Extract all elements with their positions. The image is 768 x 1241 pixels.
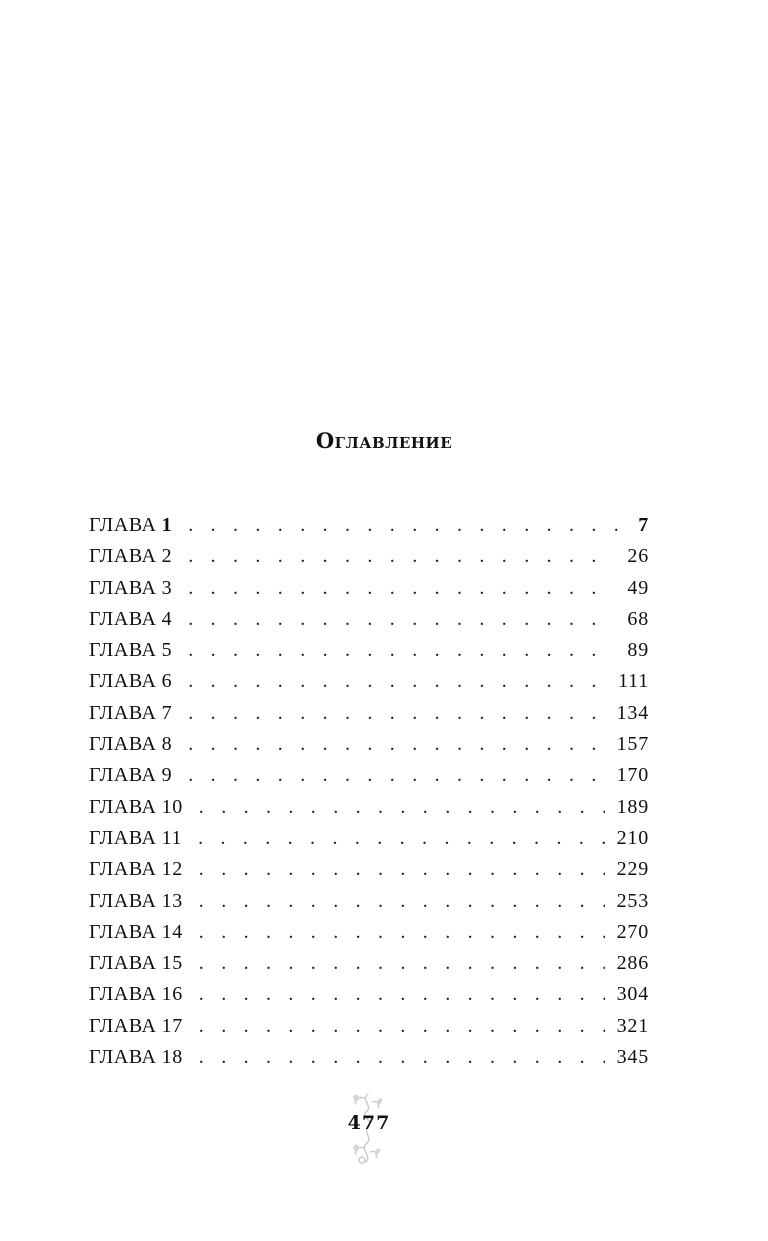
toc-entry xyxy=(89,983,649,1014)
toc-chapter-label: ГЛАВА 7 xyxy=(89,701,173,724)
toc-entry xyxy=(89,827,649,858)
toc-page-number: 321 xyxy=(616,1014,649,1037)
toc-leader-dots xyxy=(199,890,605,913)
page-title: Оглавление xyxy=(315,428,453,453)
toc-leader-dots xyxy=(199,1015,605,1038)
toc-entry xyxy=(89,921,649,952)
toc-leader-dots xyxy=(198,827,605,850)
toc-chapter-label: ГЛАВА 12 xyxy=(89,858,183,881)
toc-page-number: 170 xyxy=(616,764,649,787)
page-number: 477 xyxy=(347,1112,391,1134)
toc-leader-dots xyxy=(199,858,605,881)
toc-chapter-label: ГЛАВА 15 xyxy=(89,952,183,975)
toc-entry xyxy=(89,514,649,545)
toc-page-number: 68 xyxy=(627,607,649,630)
toc-page-number: 134 xyxy=(616,701,649,724)
toc-entry xyxy=(89,796,649,827)
toc-leader-dots xyxy=(188,733,604,756)
toc-chapter-label: ГЛАВА 14 xyxy=(89,920,183,943)
toc-page-number: 89 xyxy=(627,639,649,662)
toc-page-number: 157 xyxy=(616,733,649,756)
toc-leader-dots xyxy=(188,514,626,537)
toc-leader-dots xyxy=(199,952,605,975)
page-folio xyxy=(334,1090,404,1166)
toc-page-number: 304 xyxy=(616,983,649,1006)
toc-leader-dots xyxy=(199,921,605,944)
toc-chapter-label: ГЛАВА 17 xyxy=(89,1014,183,1037)
toc-chapter-label: ГЛАВА 11 xyxy=(89,826,183,849)
toc-page-number: 111 xyxy=(618,670,649,693)
toc-chapter-label: ГЛАВА 9 xyxy=(89,764,173,787)
toc-page-number: 189 xyxy=(616,795,649,818)
toc-leader-dots xyxy=(199,796,605,819)
toc-chapter-label: ГЛАВА 8 xyxy=(89,733,173,756)
toc-entry xyxy=(89,545,649,576)
toc-chapter-label: ГЛАВА 4 xyxy=(89,607,173,630)
toc-leader-dots xyxy=(188,639,615,662)
toc-entry xyxy=(89,764,649,795)
toc-entry xyxy=(89,952,649,983)
toc-page-number: 7 xyxy=(638,514,649,536)
toc-chapter-label: ГЛАВА 5 xyxy=(89,639,173,662)
toc-entry xyxy=(89,890,649,921)
toc-page-number: 345 xyxy=(616,1046,649,1069)
toc-page-number: 229 xyxy=(616,858,649,881)
toc-page-number: 253 xyxy=(616,889,649,912)
toc-chapter-label: ГЛАВА 18 xyxy=(89,1046,183,1069)
toc-chapter-label: ГЛАВА 10 xyxy=(89,795,183,818)
toc-chapter-label: ГЛАВА 16 xyxy=(89,983,183,1006)
toc-leader-dots xyxy=(188,764,604,787)
toc-entry xyxy=(89,608,649,639)
toc-page-number: 270 xyxy=(616,920,649,943)
toc-chapter-label: ГЛАВА 6 xyxy=(89,670,173,693)
toc-chapter-label: ГЛАВА 13 xyxy=(89,889,183,912)
toc-entry xyxy=(89,702,649,733)
toc-entry xyxy=(89,733,649,764)
toc-leader-dots xyxy=(188,608,615,631)
table-of-contents xyxy=(89,514,649,1077)
toc-leader-dots xyxy=(188,702,604,725)
toc-leader-dots xyxy=(188,545,615,568)
toc-chapter-label: ГЛАВА 3 xyxy=(89,576,173,599)
toc-leader-dots xyxy=(199,983,605,1006)
toc-entry xyxy=(89,858,649,889)
toc-entry xyxy=(89,577,649,608)
toc-entry xyxy=(89,639,649,670)
toc-entry xyxy=(89,670,649,701)
toc-page-number: 49 xyxy=(627,576,649,599)
toc-entry xyxy=(89,1046,649,1077)
toc-chapter-label: ГЛАВА 1 xyxy=(89,514,173,536)
toc-page-number: 210 xyxy=(616,826,649,849)
toc-leader-dots xyxy=(199,1046,605,1069)
toc-entry xyxy=(89,1015,649,1046)
toc-chapter-label: ГЛАВА 2 xyxy=(89,545,173,568)
toc-page-number: 26 xyxy=(627,545,649,568)
toc-page-number: 286 xyxy=(616,952,649,975)
toc-leader-dots xyxy=(188,577,615,600)
toc-leader-dots xyxy=(188,670,606,693)
